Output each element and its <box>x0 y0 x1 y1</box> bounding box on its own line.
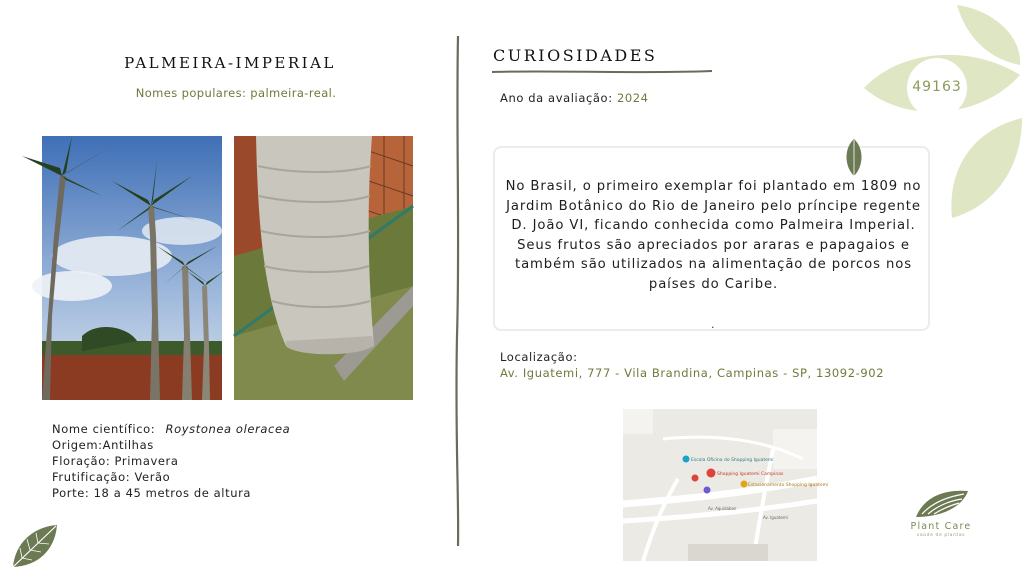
leaf-icon <box>10 522 60 570</box>
curiosity-text: No Brasil, o primeiro exemplar foi plantado em 1809 no Jardim Botânico do Rio de Janeiro pelo príncipe regente D. João VI, ficando conhecida como Palmeira Imperial. Seus frutos são apreciados por araras e papagaios e também são utilizados na alimentação de porcos nos países do Caribe. <box>505 179 922 292</box>
scientific-name-label: Nome científico: <box>52 422 156 436</box>
plant-care-logo-icon <box>914 487 970 519</box>
map-label-school: Escola Oficina do Shopping Iguatemi <box>691 458 774 463</box>
leaf-bottom <box>951 118 1022 218</box>
map-label-parking: Estacionamento Shopping Iguatemi <box>748 483 829 488</box>
origin: Origem:Antilhas <box>52 438 154 452</box>
map-label-shopping: Shopping Iguatemi Campinas <box>717 472 784 477</box>
map-label-street-2: Av. Iguatemi <box>763 515 788 520</box>
scientific-name-value: Roystonea oleracea <box>165 422 291 436</box>
flowering: Floração: Primavera <box>52 454 179 468</box>
map-pin-school <box>683 456 690 463</box>
location-address: Av. Iguatemi, 777 - Vila Brandina, Campinas - SP, 13092-902 <box>500 366 885 380</box>
map-pin-store <box>704 487 711 494</box>
leaf-top <box>957 5 1020 65</box>
map-label-street-1: Av. Aquidaban <box>708 506 737 511</box>
plant-facts <box>52 421 290 501</box>
map-pin-restaurant <box>692 475 699 482</box>
plant-title: PALMEIRA-IMPERIAL <box>124 54 336 72</box>
year-value: 2024 <box>616 91 649 105</box>
photo-palm-trees <box>42 136 222 400</box>
popular-names: Nomes populares: palmeira-real. <box>135 86 337 100</box>
column-divider <box>453 36 463 546</box>
location-label: Localização: <box>500 350 578 364</box>
year-label: Ano da avaliação: <box>500 91 613 105</box>
brand-name: Plant Care <box>910 521 972 532</box>
map-pin-parking <box>741 481 748 488</box>
section-title: CURIOSIDADES <box>493 46 658 65</box>
leaf-badge-icon <box>844 138 864 178</box>
title-underline <box>492 68 714 76</box>
plant-code: 49163 <box>912 79 962 95</box>
fruiting: Frutificação: Verão <box>52 470 171 484</box>
map-pin-shopping <box>707 469 716 478</box>
brand-tagline: saúde de plantas <box>916 533 966 538</box>
evaluation-year <box>500 91 649 105</box>
size: Porte: 18 a 45 metros de altura <box>52 486 252 500</box>
trailing-dot: . <box>711 318 715 331</box>
scientific-name-row <box>52 421 290 437</box>
location-map[interactable] <box>623 409 829 561</box>
photo-palm-trunk <box>234 136 413 400</box>
